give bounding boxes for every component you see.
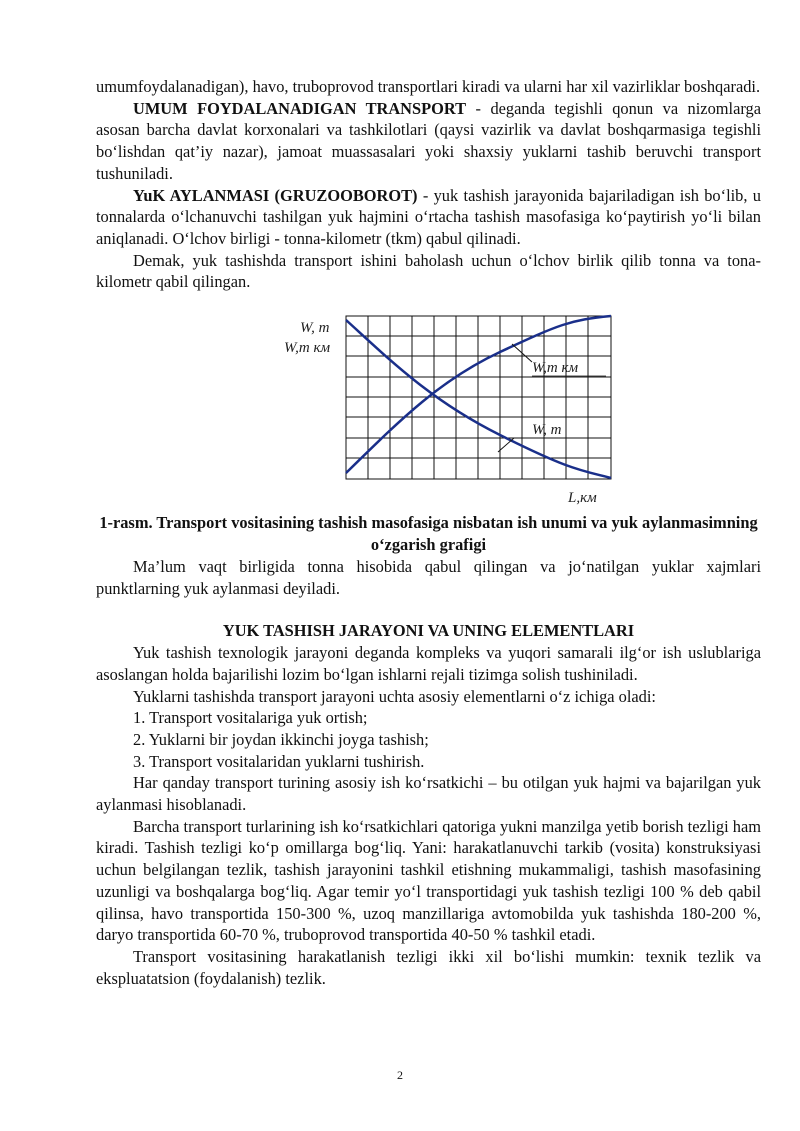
figure-caption: 1-rasm. Transport vositasining tashish masofasiga nisbatan ish unumi va yuk aylanmasimning o‘zgarish grafigi [99, 513, 758, 554]
paragraph-indicators: Har qanday transport turining asosiy ish ko‘rsatkichi – bu otilgan yuk hajmi va bajarilgan yuk aylanmasi hisoblanadi. [96, 773, 761, 815]
body-text-top [96, 76, 761, 293]
y-axis-label-volume: W, m [300, 320, 330, 336]
page-number: 2 [397, 1068, 403, 1082]
paragraph-general-transport [96, 98, 761, 185]
definition-cargo-turnover: - yuk tashish jarayonida bajariladigan ish bo‘lib, u tonnalarda o‘lchanuvchi tashilgan yuk hajmini o‘rtacha tashish masofasiga ko‘paytirish yo‘li bilan aniqlanadi. O‘lchov birligi - tonna-kilometr (tkm) qabul qilinadi. [96, 185, 761, 248]
paragraph-turnover-definition: Ma’lum vaqt birligida tonna hisobida qabul qilingan va jo‘natilgan yuklar xajmlari punktlarning yuk aylanmasi deyiladi. [96, 557, 761, 598]
paragraph-continuation: umumfoydalanadigan), havo, truboprovod transportlari kiradi va ularni har xil vazirliklar boshqaradi. [96, 77, 761, 96]
list-item: 3. Transport vositalaridan yuklarni tushirish. [133, 751, 425, 771]
paragraph-speed: Barcha transport turlarining ish ko‘rsatkichlari qatoriga yukni manzilga yetib borish tezligi ham kiradi. Tashish tezligi ko‘p omillarga bog‘liq. Yani: harakatlanuvchi tarkib (vosita) konstruksiyasi uchun belgilangan tezlik, tashish jarayonini tashkil etishning mukammaligi, tashish masofasining uzunligi va boshqalarga bog‘liq. Agar temir yo‘l transportidagi yuk tashish tezligi 100 % deb qabil qilinsa, havo transportida 150-300 %, uzoq manzillariga avtomobilda yuk tashishda 180-200 %, daryo transportida 60-70 %, truboprovod transportida 40-50 % tashkil etadi. [96, 816, 761, 945]
list-item: 1. Transport vositalariga yuk ortish; [133, 708, 368, 728]
y-axis-label-turnover: W,m км [284, 340, 331, 356]
figure-grid [346, 316, 611, 479]
section-heading: YUK TASHISH JARAYONI VA UNING ELEMENTLARI [222, 621, 635, 641]
paragraph-cargo-turnover [96, 185, 761, 250]
definition-general-transport: - deganda tegishli qonun va nizomlarga asosan barcha davlat korxonalari va tashkilotlari (qaysi vazirlik va davlat boshqarmasiga tegishli bo‘lishdan qat’iy nazar), jamoat muassasalari yoki shaxsiy yuklarni tashib beruvchi transport tushuniladi. [96, 98, 761, 183]
curve-label-turnover: W,m км [532, 360, 579, 376]
curve-label-volume: W, m [532, 422, 562, 438]
paragraph-speed-types: Transport vositasining harakatlanish tezligi ikki xil bo‘lishi mumkin: texnik tezlik va ekspluatatsion (foydalanish) tezlik. [96, 946, 761, 988]
paragraph-elements-intro: Yuklarni tashishda transport jarayoni uchta asosiy elementlarni o‘z ichiga oladi: [133, 686, 656, 706]
paragraph-process: Yuk tashish texnologik jarayoni deganda kompleks va yuqori samarali ilg‘or ish uslublariga asoslangan holda bajarilishi lozim bo‘lgan ishlarni rejali tizimga solish tushiniladi. [96, 643, 761, 684]
body-text-bottom [96, 556, 761, 989]
term-general-transport: UMUM FOYDALANADIGAN TRANSPORT [133, 98, 467, 118]
paragraph-units: Demak, yuk tashishda transport ishini baholash uchun o‘lchov birlik qilib tonna va tona-kilometr qabil qilingan. [96, 250, 761, 292]
figure-graph [270, 310, 630, 510]
x-axis-label: L,км [568, 490, 597, 506]
list-item: 2. Yuklarni bir joydan ikkinchi joyga tashish; [133, 729, 429, 749]
term-cargo-turnover: YuK AYLANMASI (GRUZOOBOROT) [133, 185, 418, 205]
